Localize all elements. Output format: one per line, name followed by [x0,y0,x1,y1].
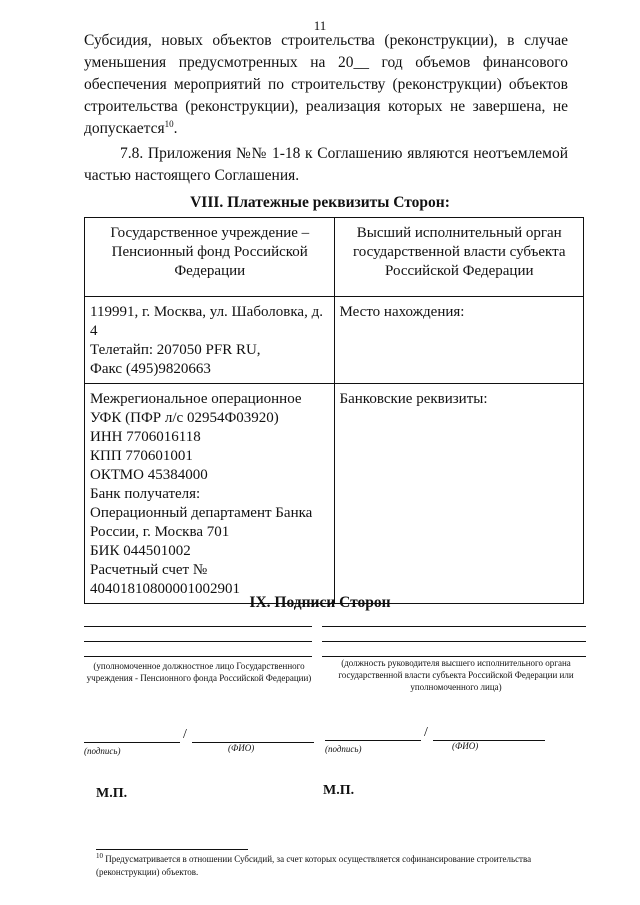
bank-line: Банк получателя: [90,486,201,502]
footnote-number: 10 [96,852,103,860]
bank-line: КПП 770601001 [90,448,193,464]
pension-fund-bank-cell [85,384,335,604]
right-name-label: (ФИО) [452,741,479,751]
signature-line [84,626,312,627]
signature-line [84,656,312,657]
right-slash: / [424,725,428,740]
paragraph-subsidy [84,30,568,140]
bank-line: ОКТМО 45384000 [90,467,208,483]
bank-line: Расчетный счет № [90,562,208,578]
left-signatory-caption: (уполномоченное должностное лицо Государственного учреждения - Пенсионного фонда Российской Федерации) [86,661,312,683]
paragraph-subsidy-end: . [173,120,178,137]
pension-fund-header: Государственное учреждение – Пенсионный фонд Российской Федерации [85,218,335,297]
table-header-row [85,218,584,297]
paragraph-subsidy-text: Субсидия, новых объектов строительства (реконструкции), в случае уменьшения предусмотренных на 20__ год объемов финансового обеспечения мероприятий по строительству (реконструкции) объектов строительства (реконструкции), реализация которых не завершена, не допускается [84,32,568,137]
footnote-text: Предусматривается в отношении Субсидий, за счет которых осуществляется софинансирование строительства (реконструкции) объектов. [96,854,532,877]
right-seal-placeholder: М.П. [323,783,355,798]
bank-line: ИНН 7706016118 [90,429,201,445]
signature-line [322,641,586,642]
left-name-label: (ФИО) [228,743,255,753]
left-signature-field [84,742,180,743]
right-signature-label: (подпись) [325,744,362,754]
bank-details-cell: Банковские реквизиты: [334,384,584,604]
signature-line [84,641,312,642]
fax-line: Факс (495)9820663 [90,361,211,377]
address-line: 119991, г. Москва, ул. Шаболовка, д. 4 [90,304,323,339]
footnote-separator [96,849,248,850]
left-slash: / [183,727,187,742]
teletype-line: Телетайп: 207050 PFR RU, [90,342,261,358]
table-row-bank [85,384,584,604]
payment-details-table [84,217,584,604]
section-8-title: VIII. Платежные реквизиты Сторон: [190,194,450,211]
left-signature-label: (подпись) [84,746,121,756]
bank-line: Межрегиональное операционное УФК (ПФР л/с 02954Ф03920) [90,391,302,426]
right-name-field [433,740,545,741]
right-signatory-caption: (должность руководителя высшего исполнительного органа государственной власти субъекта Российской Федерации или уполномоченного лица) [338,658,574,692]
footnote-reference: 10 [164,119,174,129]
signature-line [322,626,586,627]
table-row-address [85,297,584,384]
bank-line: БИК 044501002 [90,543,191,559]
footnote [96,853,576,879]
section-9-title: IX. Подписи Сторон [249,594,391,611]
location-cell: Место нахождения: [334,297,584,384]
regional-authority-header: Высший исполнительный орган государственной власти субъекта Российской Федерации [334,218,584,297]
left-seal-placeholder: М.П. [96,786,128,801]
bank-line: 40401810800001002901 [90,581,240,597]
page-number: 11 [313,18,327,33]
paragraph-appendices: 7.8. Приложения №№ 1-18 к Соглашению являются неотъемлемой частью настоящего Соглашения. [84,145,568,184]
bank-line: Операционный департамент Банка России, г. Москва 701 [90,505,313,540]
right-signature-field [325,740,421,741]
pension-fund-address-cell [85,297,335,384]
